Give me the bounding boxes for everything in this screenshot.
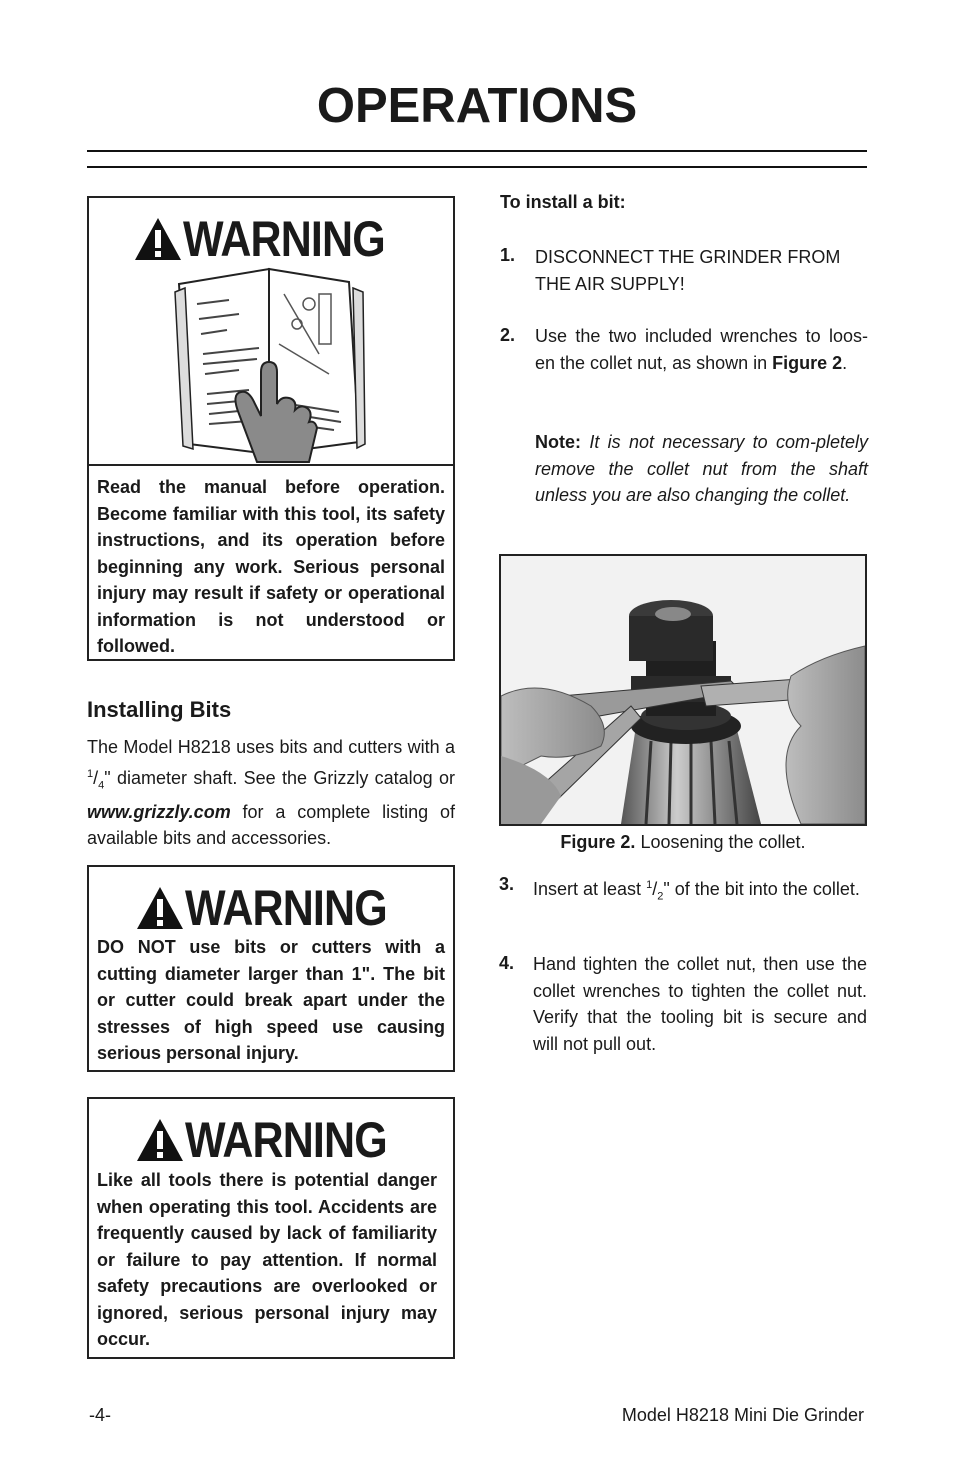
fraction-denominator: 2 bbox=[657, 890, 664, 903]
installing-paragraph: The Model H8218 uses bits and cutters with a $^1/_4$" diameter shaft. See the Grizzly catalog or www.grizzly.com for a complete listing of available bits and accessories. bbox=[87, 737, 455, 849]
figure-caption bbox=[499, 832, 867, 853]
exclamation-triangle-icon bbox=[135, 1117, 185, 1163]
figure-caption-text: Loosening the collet. bbox=[635, 832, 806, 852]
title-rule-bottom bbox=[87, 166, 867, 168]
paragraph-text: " diameter shaft. See the Grizzly catalog or bbox=[104, 767, 455, 788]
page-number: -4- bbox=[89, 1405, 111, 1425]
fraction-numerator: 1 bbox=[87, 767, 94, 780]
exclamation-triangle-icon bbox=[135, 885, 185, 931]
fraction-denominator: 4 bbox=[98, 779, 105, 792]
collet-wrench-photo bbox=[501, 556, 865, 824]
fraction-numerator: 1 bbox=[646, 879, 653, 891]
footer-model: Model H8218 Mini Die Grinder bbox=[621, 1405, 864, 1425]
step-number: 3. bbox=[499, 874, 515, 894]
page-title: OPERATIONS bbox=[316, 79, 638, 133]
step-number: 1. bbox=[500, 245, 516, 265]
warning-word: WARNING bbox=[185, 1112, 387, 1168]
warning-word: WARNING bbox=[185, 880, 387, 936]
step-text-part: " of the bit into the collet. bbox=[663, 879, 860, 899]
warning-word: WARNING bbox=[183, 211, 385, 267]
warning-box-danger bbox=[87, 1097, 455, 1359]
paragraph-text: The Model H8218 uses bits and cutters with a bbox=[87, 737, 455, 757]
figure-label: Figure 2. bbox=[560, 832, 636, 852]
title-rule-top bbox=[87, 150, 867, 152]
section-heading: Installing Bits bbox=[87, 697, 232, 722]
warning-box-bit-size bbox=[87, 865, 455, 1072]
step-text-part: Use the two included wrenches to loos-en the collet nut, as shown in bbox=[535, 326, 868, 373]
warning-header bbox=[135, 1113, 435, 1167]
note bbox=[535, 429, 868, 509]
step-number: 2. bbox=[500, 325, 516, 345]
note-label: Note: bbox=[535, 432, 581, 452]
step-text bbox=[535, 323, 868, 376]
exclamation-triangle-icon bbox=[133, 216, 183, 262]
warning-text: Read the manual before operation. Become familiar with this tool, its safety instructions, and its operation before beginning any work. Serious personal injury may result if safety or operational information is not understood or followed. bbox=[97, 477, 445, 656]
step-number: 4. bbox=[499, 953, 515, 973]
step-text-part: Insert at least bbox=[533, 879, 647, 899]
install-heading: To install a bit: bbox=[500, 192, 626, 212]
warning-header bbox=[135, 881, 435, 935]
paragraph-text: for a complete listing of available bits and accessories. bbox=[87, 801, 455, 849]
figure-photo-frame bbox=[499, 554, 867, 826]
warning-text: Like all tools there is potential danger when operating this tool. Accidents are frequently caused by lack of familiarity or failure to pay attention. If normal safety precautions are overlooked or ignored, serious personal injury may occur. bbox=[97, 1170, 437, 1349]
reading-manual-hand-icon bbox=[169, 264, 374, 464]
warning-divider bbox=[89, 464, 453, 466]
step-text: DISCONNECT THE GRINDER FROM THE AIR SUPPLY! bbox=[535, 247, 841, 294]
step-text-part: . bbox=[842, 352, 848, 373]
warning-header bbox=[133, 212, 433, 266]
figure-reference: Figure 2 bbox=[772, 352, 843, 373]
step-text: Hand tighten the collet nut, then use the collet wrenches to tighten the collet nut. Verify that the tooling bit is secure and will not pull out. bbox=[533, 954, 867, 1054]
grizzly-link[interactable]: www.grizzly.com bbox=[87, 801, 231, 822]
warning-box-manual bbox=[87, 196, 455, 661]
step-text: Insert at least $^1/_2$" of the bit into the collet. bbox=[533, 879, 860, 903]
warning-text: DO NOT use bits or cutters with a cutting diameter larger than 1". The bit or cutter could break apart under the stresses of high speed use causing serious personal injury. bbox=[97, 937, 445, 1063]
note-text: It is not necessary to com-pletely remove the collet nut from the shaft unless you are also changing the collet. bbox=[535, 432, 868, 505]
